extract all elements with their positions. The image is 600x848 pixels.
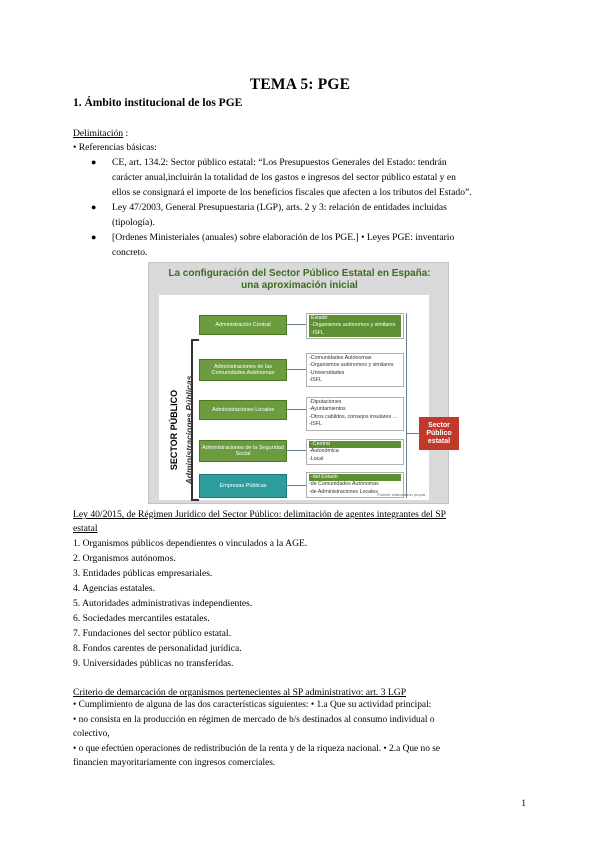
bullet-item-1: CE, art. 134.2: Sector público estatal: “Los Presupuestos Generales del Estado: tendrán carácter anual,incluirán la totalidad de los gastos e ingresos del sector público estatal y en ellos se consignará el importe de los beneficios fiscales que afecten a los tributos del Estado”. [112,157,472,199]
bullet-dot: ● [91,202,97,212]
connector [406,433,419,434]
sector-publico-figure [148,262,452,504]
list-empresas-publicas: -del Estado -de Comunidades Autónomas -de Administraciones Locales [306,472,404,498]
box-administracion-central: Administración Central [199,315,287,335]
connector [406,313,407,498]
page-number: 1 [521,798,526,809]
bullet-dot: ● [91,232,97,242]
list-item: 1. Organismos públicos dependientes o vinculados a la AGE. [73,538,308,549]
figure-diagram [159,295,452,500]
criterio-paragraph: • Cumplimiento de alguna de las dos características siguientes: • 1.a Que su actividad principal: • no consista en la producción en régimen de mercado de b/s destinados al consumo individual o colectivo, • o que efectúen operaciones de redistribución de la renta y de la riqueza nacional. • 2.a Que no se financien mayoritariamente con ingresos comerciales. [73,700,441,768]
bullet-item-3: [Ordenes Ministeriales (anuales) sobre elaboración de los PGE.] • Leyes PGE: inventario concreto. [112,232,455,259]
page-title: TEMA 5: PGE [249,76,351,93]
list-item: 3. Entidades públicas empresariales. [73,568,213,579]
list-item: 4. Agencias estatales. [73,583,156,594]
box-empresas-publicas: Empresas Públicas [199,474,287,498]
connector [285,369,306,370]
list-item: 8. Fondos carentes de personalidad jurídica. [73,643,242,654]
list-item: 7. Fundaciones del sector público estatal. [73,628,231,639]
box-comunidades-autonomas: Administraciones de las Comunidades Autónomas [199,359,287,381]
sector-publico-label: SECTOR PÚBLICO [169,389,179,471]
connector [285,324,306,325]
box-administraciones-locales: Administraciones Locales [199,400,287,420]
list-item: 6. Sociedades mercantiles estatales. [73,613,210,624]
section-heading: 1. Ámbito institucional de los PGE [73,97,243,109]
ley40-heading: Ley 40/2015, de Régimen Jurídico del Sector Público: delimitación de agentes integrantes del SP estatal [73,509,447,534]
bracket [191,339,199,501]
references-label: • Referencias básicas: [73,142,157,153]
figure-title: La configuración del Sector Público Estatal en España: una aproximación inicial [168,268,431,291]
list-seguridad-social: -Central -Autonómica -Local [306,439,404,465]
box-seguridad-social: Administraciones de la Seguridad Social [199,440,287,462]
connector [285,485,306,486]
bullet-dot: ● [91,157,97,167]
delimitation-label: Delimitación : [73,128,129,139]
list-comunidades-autonomas: -Comunidades Autónomas -Organismos autónomos y similares -Universidades -ISFL [306,353,404,387]
list-item: 5. Autoridades administrativas independientes. [73,598,253,609]
connector [285,409,306,410]
connector [285,450,306,451]
sector-publico-estatal-box: Sector Público estatal [419,417,459,450]
administraciones-publicas-label: Administraciones Públicas [184,375,194,485]
figure-credit: Fuente: elaboración propia [377,492,425,497]
list-item: 9. Universidades públicas no transferidas. [73,658,234,669]
bullet-item-2: Ley 47/2003, General Presupuestaria (LGP), arts. 2 y 3: relación de entidades incluidas (tipología). [112,202,447,229]
ley40-list [73,537,307,672]
list-item: 2. Organismos autónomos. [73,553,176,564]
criterio-heading: Criterio de demarcación de organismos pertenecientes al SP administrativo: art. 3 LGP [73,687,407,698]
list-administracion-central: Estado -Organismos autónomos y similares -ISFL [306,313,404,339]
list-administraciones-locales: -Diputaciones -Ayuntamientos -Otros cabildos, consejos insulares ... -ISFL [306,397,404,431]
